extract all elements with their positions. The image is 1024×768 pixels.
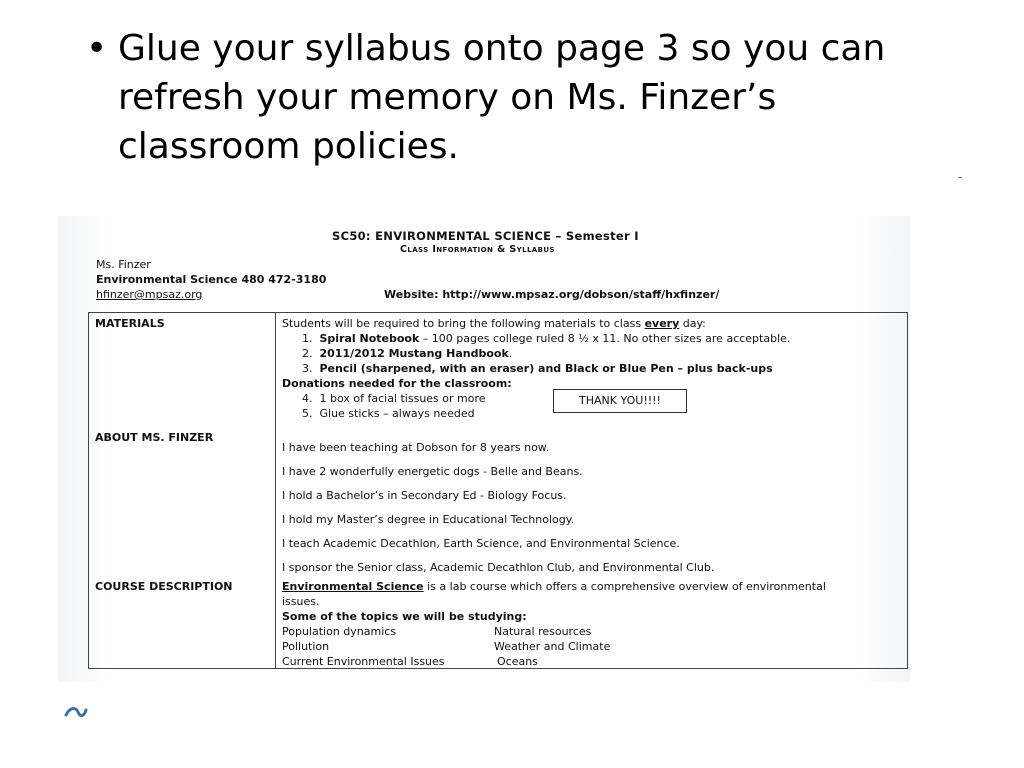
- item-name: Spiral Notebook: [319, 332, 420, 345]
- department-phone: Environmental Science 480 472-3180: [96, 273, 327, 286]
- donation-item: [302, 407, 475, 420]
- syllabus-table: [88, 312, 908, 669]
- materials-intro-every: every: [644, 317, 680, 330]
- corner-mark: -: [958, 170, 963, 184]
- bullet-dot: •: [86, 28, 108, 69]
- donation-text: Glue sticks – always needed: [319, 407, 475, 420]
- swirl-icon: [64, 703, 88, 724]
- about-line: I sponsor the Senior class, Academic Decathlon Club, and Environmental Club.: [282, 561, 715, 574]
- column-divider: [275, 313, 276, 668]
- teacher-name: Ms. Finzer: [96, 258, 151, 271]
- course-desc-rest: is a lab course which offers a comprehensive overview of environmental: [423, 580, 826, 593]
- about-line: I have 2 wonderfully energetic dogs - Belle and Beans.: [282, 465, 583, 478]
- bullet-text: Glue your syllabus onto page 3 so you can refresh your memory on Ms. Finzer’s classroom policies.: [118, 28, 886, 167]
- about-line: I hold a Bachelor’s in Secondary Ed - Biology Focus.: [282, 489, 567, 502]
- course-name: Environmental Science: [282, 580, 424, 593]
- materials-intro-b: day:: [679, 317, 706, 330]
- topic-right: Natural resources: [494, 625, 592, 638]
- about-line: I teach Academic Decathlon, Earth Science, and Environmental Science.: [282, 537, 680, 550]
- item-number: 4.: [302, 392, 313, 405]
- topic-left: Pollution: [282, 640, 330, 653]
- course-description: [282, 580, 826, 593]
- donations-heading: Donations needed for the classroom:: [282, 377, 512, 390]
- about-line: I have been teaching at Dobson for 8 years now.: [282, 441, 550, 454]
- donation-item: [302, 392, 486, 405]
- item-detail: (sharpened, with an eraser) and Black or Blue Pen – plus back-ups: [356, 362, 773, 375]
- about-label: ABOUT MS. FINZER: [95, 431, 214, 444]
- syllabus-title: SC50: ENVIRONMENTAL SCIENCE – Semester I: [332, 229, 639, 243]
- item-name: 2011/2012 Mustang Handbook: [319, 347, 509, 360]
- course-label: COURSE DESCRIPTION: [95, 580, 233, 593]
- topic-right: Weather and Climate: [494, 640, 611, 653]
- topic-left: Population dynamics: [282, 625, 397, 638]
- item-number: 1.: [302, 332, 313, 345]
- teacher-email: hfinzer@mpsaz.org: [96, 288, 203, 301]
- topic-left: Current Environmental Issues: [282, 655, 445, 668]
- item-name: Pencil: [319, 362, 357, 375]
- item-number: 2.: [302, 347, 313, 360]
- about-line: I hold my Master’s degree in Educational Technology.: [282, 513, 575, 526]
- thank-you-box: THANK YOU!!!!: [553, 389, 687, 413]
- topic-right: Oceans: [497, 655, 538, 668]
- item-detail: – 100 pages college ruled 8 ½ x 11. No other sizes are acceptable.: [419, 332, 791, 345]
- materials-label: MATERIALS: [95, 317, 165, 330]
- materials-item: [302, 362, 773, 375]
- donation-text: 1 box of facial tissues or more: [319, 392, 486, 405]
- materials-item: [302, 347, 512, 360]
- slide-bullet: [86, 24, 946, 171]
- item-detail: .: [508, 347, 513, 360]
- materials-item: [302, 332, 790, 345]
- item-number: 3.: [302, 362, 313, 375]
- item-number: 5.: [302, 407, 313, 420]
- syllabus-subtitle: Class Information & Syllabus: [400, 244, 555, 255]
- syllabus-scan: [58, 216, 910, 682]
- materials-intro-a: Students will be required to bring the following materials to class: [282, 317, 645, 330]
- topics-heading: Some of the topics we will be studying:: [282, 610, 527, 623]
- materials-intro: [282, 317, 706, 330]
- course-desc-cont: issues.: [282, 595, 320, 608]
- website: Website: http://www.mpsaz.org/dobson/staff/hxfinzer/: [384, 288, 720, 301]
